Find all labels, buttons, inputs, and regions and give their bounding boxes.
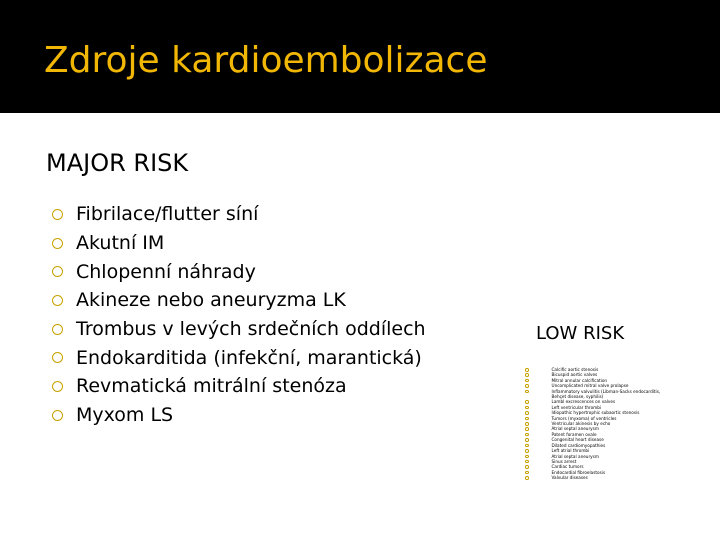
bullet-icon — [525, 400, 529, 404]
bullet-icon — [525, 444, 529, 448]
bullet-icon — [52, 266, 63, 277]
list-item-text: Inflammatory valvulitis (Libman-Sacks endocarditis, Behçet disease, syphilis) — [551, 388, 661, 400]
list-item — [525, 389, 675, 400]
low-risk-heading: LOW RISK — [536, 323, 625, 344]
list-item-text: Tumors (myxoma) of ventricles — [551, 415, 617, 421]
list-item — [52, 315, 426, 344]
list-item-text: Chlopenní náhrady — [76, 260, 256, 283]
list-item-text: Revmatická mitrální stenóza — [76, 375, 347, 398]
low-risk-list — [525, 367, 675, 481]
bullet-icon — [525, 379, 529, 383]
major-risk-list — [52, 200, 426, 430]
list-item-text: Akineze nebo aneuryzma LK — [76, 289, 346, 312]
bullet-icon — [525, 390, 529, 394]
bullet-icon — [525, 373, 529, 377]
list-item-text: Left ventricular thrombi — [551, 404, 602, 410]
bullet-icon — [52, 410, 63, 421]
list-item-text: Uncomplicated mitral valve prolapse — [551, 383, 629, 389]
list-item — [52, 401, 426, 430]
list-item — [52, 372, 426, 401]
bullet-icon — [52, 238, 63, 249]
list-item-text: Lambl excrescences on valves — [551, 399, 616, 405]
list-item-text: Congenital heart disease — [551, 437, 604, 443]
list-item-text: Atrial septal aneurysm — [551, 453, 599, 459]
list-item-text: Idiopathic hypertrophic subaortic stenosis — [551, 410, 640, 416]
slide-title: Zdroje kardioembolizace — [44, 40, 488, 81]
bullet-icon — [52, 381, 63, 392]
list-item-text: Endocardial fibroelastosis — [551, 469, 606, 475]
list-item-text: Fibrilace/flutter síní — [76, 203, 259, 226]
list-item-text: Myxom LS — [76, 404, 174, 427]
bullet-icon — [525, 368, 529, 372]
list-item-text: Ventricular akinesis by echo — [551, 421, 611, 427]
bullet-icon — [52, 295, 63, 306]
bullet-icon — [525, 406, 529, 410]
bullet-icon — [525, 460, 529, 464]
bullet-icon — [525, 417, 529, 421]
bullet-icon — [52, 209, 63, 220]
bullet-icon — [525, 384, 529, 388]
list-item-text: Sinus arrest — [551, 458, 577, 464]
list-item-text: Dilated cardiomyopathies — [551, 442, 606, 448]
bullet-icon — [525, 471, 529, 475]
list-item-text: Endokarditida (infekční, marantická) — [76, 346, 422, 369]
bullet-icon — [525, 449, 529, 453]
list-item — [52, 257, 426, 286]
list-item — [525, 475, 675, 480]
list-item-text: Left atrial thrombi — [551, 448, 590, 454]
bullet-icon — [525, 433, 529, 437]
list-item — [52, 200, 426, 229]
list-item-text: Valvular diseases — [551, 475, 588, 481]
list-item-text: Patent foramen ovale — [551, 431, 597, 437]
list-item — [52, 286, 426, 315]
major-risk-heading: MAJOR RISK — [46, 149, 189, 177]
bullet-icon — [525, 438, 529, 442]
bullet-icon — [52, 324, 63, 335]
bullet-icon — [525, 476, 529, 480]
list-item-text: Trombus v levých srdečních oddílech — [76, 318, 426, 341]
bullet-icon — [525, 427, 529, 431]
list-item-text: Mitral annular calcification — [551, 377, 608, 383]
list-item-text: Calcific aortic stenosis — [551, 367, 599, 372]
list-item-text: Akutní IM — [76, 232, 165, 255]
bullet-icon — [52, 352, 63, 363]
bullet-icon — [525, 455, 529, 459]
bullet-icon — [525, 422, 529, 426]
list-item — [52, 229, 426, 258]
list-item — [52, 343, 426, 372]
title-bar — [0, 0, 720, 113]
list-item-text: Atrial septal aneurysm — [551, 426, 599, 432]
list-item-text: Bicuspid aortic valves — [551, 372, 598, 378]
bullet-icon — [525, 411, 529, 415]
bullet-icon — [525, 465, 529, 469]
list-item-text: Cardiac tumors — [551, 464, 584, 470]
